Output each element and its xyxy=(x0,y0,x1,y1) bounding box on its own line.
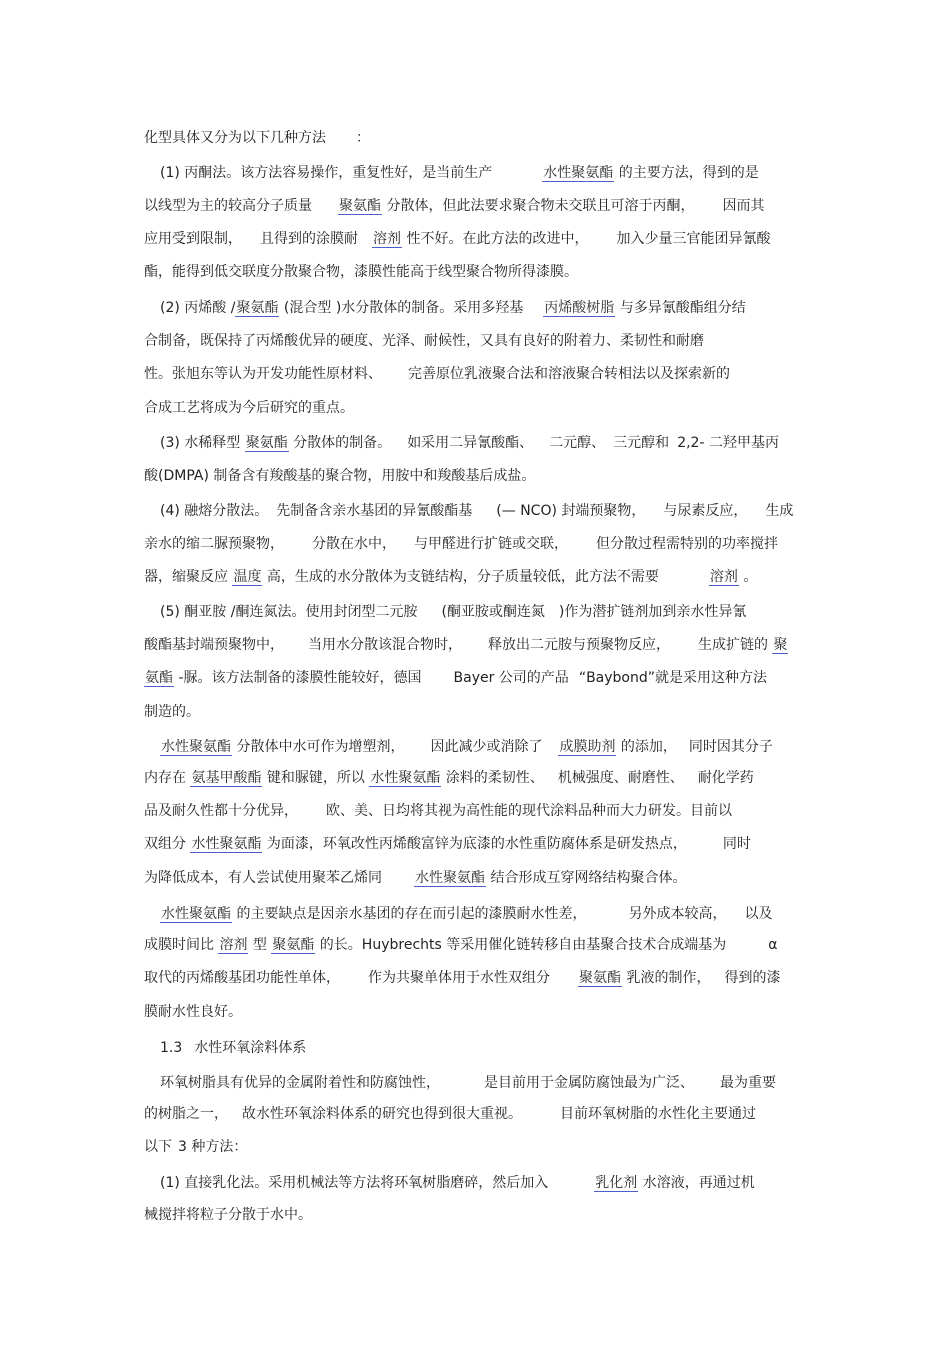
text-run: 以及 xyxy=(744,906,773,922)
text-run: (5) 酮亚胺 /酮连氮法。使用封闭型二元胺 xyxy=(160,604,418,620)
keyword-link[interactable]: 乳化剂 xyxy=(595,1175,638,1191)
text-line xyxy=(144,128,370,148)
keyword-link[interactable]: 溶剂 xyxy=(373,231,401,247)
text-line xyxy=(160,602,746,622)
text-run: 机械强度、耐磨性、 xyxy=(557,770,684,786)
text-run: 且得到的涂膜耐 xyxy=(260,231,358,247)
text-run: 完善原位乳液聚合法和溶液聚合转相法以及探索新的 xyxy=(408,366,730,382)
text-line xyxy=(144,1002,242,1022)
text-run: 取代的丙烯酸基团功能性单体， xyxy=(144,970,340,986)
text-run: 酸酯基封端预聚物中， xyxy=(144,637,284,653)
text-run: 耐化学药 xyxy=(697,770,754,786)
text-run: 因而其 xyxy=(722,198,765,214)
keyword-link[interactable]: 聚氨酯 xyxy=(236,300,279,316)
text-line xyxy=(160,737,773,757)
text-run: 膜耐水性良好。 xyxy=(144,1004,242,1020)
keyword-link[interactable]: 水性聚氨酯 xyxy=(543,165,614,181)
keyword-link[interactable]: 溶剂 xyxy=(709,569,738,585)
text-run: (4) 融熔分散法。 xyxy=(160,503,269,519)
text-run: 涂料的柔韧性、 xyxy=(441,770,544,786)
text-line xyxy=(144,868,686,888)
keyword-link[interactable]: 聚 xyxy=(773,637,788,653)
text-run: 以线型为主的较高分子质量 xyxy=(144,198,312,214)
text-run: 故水性环氧涂料体系的研究也得到很大重视。 xyxy=(242,1106,522,1122)
text-run: 以下 xyxy=(144,1139,172,1155)
text-run: 同时因其分子 xyxy=(688,739,773,755)
text-run: 应用受到限制， xyxy=(144,231,242,247)
text-run: 2,2- 二羟甲基丙 xyxy=(677,435,779,451)
text-line xyxy=(144,398,354,418)
text-line xyxy=(144,196,764,216)
text-run: “Baybond”就是采用这种方法 xyxy=(578,670,767,686)
text-run: ： xyxy=(356,130,370,146)
text-line xyxy=(144,466,535,486)
text-line xyxy=(160,298,746,318)
text-line xyxy=(144,768,754,788)
text-line xyxy=(144,968,780,988)
text-run: Bayer 公司的产品 xyxy=(453,670,569,686)
keyword-link[interactable]: 氨酯 xyxy=(145,670,173,686)
text-run: 环氧树脂具有优异的金属附着性和防腐蚀性， xyxy=(160,1075,440,1091)
text-run: 同时 xyxy=(722,836,751,852)
text-run: 生成 xyxy=(765,503,794,519)
text-run: 双组分 xyxy=(144,836,191,852)
text-run: 与甲醛进行扩链或交联， xyxy=(414,536,568,552)
text-run: (1) 直接乳化法。采用机械法等方法将环氧树脂磨碎，然后加入 xyxy=(160,1175,549,1191)
keyword-link[interactable]: 水性聚氨酯 xyxy=(370,770,441,786)
text-run: 三元醇和 xyxy=(613,435,670,451)
text-line xyxy=(160,1073,776,1093)
text-run: 生成扩链的 xyxy=(698,637,773,653)
text-run: 为面漆，环氧改性丙烯酸富锌为底漆的水性重防腐体系是研发热点， xyxy=(262,836,687,852)
text-run: (1) 丙酮法。该方法容易操作，重复性好，是当前生产 xyxy=(160,165,493,181)
text-run: (2) 丙烯酸 / xyxy=(160,300,236,316)
text-run: 最为重要 xyxy=(720,1075,776,1091)
text-run: 酸(DMPA) 制备含有羧酸基的聚合物，用胺中和羧酸基后成盐。 xyxy=(144,468,536,484)
text-run: 目前环氧树脂的水性化主要通过 xyxy=(560,1106,756,1122)
text-line xyxy=(144,834,751,854)
keyword-link[interactable]: 聚氨酯 xyxy=(272,937,315,953)
text-run: 释放出二元胺与预聚物反应， xyxy=(488,637,670,653)
text-run: 3 种方法： xyxy=(178,1139,248,1155)
keyword-link[interactable]: 聚氨酯 xyxy=(579,970,621,986)
text-line xyxy=(160,904,772,924)
text-line xyxy=(144,229,770,249)
text-run: 合成工艺将成为今后研究的重点。 xyxy=(144,400,354,416)
text-run: 高，生成的水分散体为支链结构，分子质量较低，此方法不需要 xyxy=(262,569,659,585)
text-run: 另外成本较高， xyxy=(628,906,727,922)
text-line xyxy=(160,501,793,521)
text-run: 酯，能得到低交联度分散聚合物，漆膜性能高于线型聚合物所得漆膜。 xyxy=(144,264,578,280)
text-run: 分散体的制备。 xyxy=(288,435,392,451)
text-line xyxy=(144,534,778,554)
keyword-link[interactable]: 氨基甲酸酯 xyxy=(191,770,262,786)
text-run: 内存在 xyxy=(144,770,191,786)
text-run: 的主要方法，得到的是 xyxy=(614,165,759,181)
text-run: 化型具体又分为以下几种方法 xyxy=(144,130,326,146)
text-run: 当用水分散该混合物时， xyxy=(308,637,462,653)
text-line xyxy=(160,1173,755,1193)
text-run: 。 xyxy=(738,569,758,585)
text-run: (— NCO) 封端预聚物， xyxy=(496,503,646,519)
text-line xyxy=(144,1137,247,1157)
text-run: 二元醇、 xyxy=(549,435,606,451)
text-run: 加入少量三官能团异氰酸 xyxy=(616,231,771,247)
keyword-link[interactable]: 聚氨酯 xyxy=(339,198,381,214)
keyword-link[interactable]: 水性聚氨酯 xyxy=(191,836,262,852)
keyword-link[interactable]: 温度 xyxy=(233,569,262,585)
text-run: 械搅拌将粒子分散于水中。 xyxy=(144,1207,312,1223)
text-run: 键和脲键，所以 xyxy=(262,770,370,786)
text-run: 得到的漆 xyxy=(724,970,781,986)
text-run: 分散在水中， xyxy=(312,536,396,552)
keyword-link[interactable]: 丙烯酸树脂 xyxy=(544,300,615,316)
text-run: 先制备含亲水基团的异氰酸酯基 xyxy=(276,503,473,519)
text-run: 亲水的缩二脲预聚物， xyxy=(144,536,284,552)
text-line xyxy=(144,262,578,282)
text-line xyxy=(144,1205,312,1225)
keyword-link[interactable]: 水性聚氨酯 xyxy=(161,906,231,922)
text-line xyxy=(144,935,777,955)
text-run: (混合型 )水分散体的制备。采用多羟基 xyxy=(279,300,524,316)
text-run: (酮亚胺或酮连氮 xyxy=(441,604,545,620)
text-run: 的长。Huybrechts 等采用催化链转移自由基聚合技术合成端基为 xyxy=(315,937,727,953)
text-run: 因此减少或消除了 xyxy=(430,739,543,755)
text-run: 品及耐久性都十分优异， xyxy=(144,803,298,819)
keyword-link[interactable]: 水性聚氨酯 xyxy=(415,870,485,886)
text-line xyxy=(160,433,779,453)
text-run: 制造的。 xyxy=(144,704,200,720)
text-line xyxy=(144,702,200,722)
text-run: 水溶液，再通过机 xyxy=(638,1175,755,1191)
text-line xyxy=(144,635,788,655)
text-run: 合制备，既保持了丙烯酸优异的硬度、光泽、耐候性，又具有良好的附着力、柔韧性和耐磨 xyxy=(144,333,704,349)
text-line xyxy=(144,1104,756,1124)
text-line xyxy=(144,668,767,688)
keyword-link[interactable]: 水性聚氨酯 xyxy=(161,739,231,755)
text-run: 作为共聚单体用于水性双组分 xyxy=(368,970,550,986)
text-run: 分散体中水可作为增塑剂， xyxy=(232,739,405,755)
text-run: 如采用二异氰酸酯、 xyxy=(407,435,534,451)
text-run: 的主要缺点是因亲水基团的存在而引起的漆膜耐水性差， xyxy=(232,906,587,922)
text-run: 欧、美、日均将其视为高性能的现代涂料品种而大力研发。目前以 xyxy=(326,803,732,819)
text-run: 的添加， xyxy=(616,739,677,755)
keyword-link[interactable]: 成膜助剂 xyxy=(559,739,616,755)
text-line xyxy=(160,163,759,183)
keyword-link[interactable]: 溶剂 xyxy=(219,937,248,953)
text-line xyxy=(144,364,730,384)
text-run: 分散体，但此法要求聚合物未交联且可溶于丙酮， xyxy=(382,198,695,214)
text-run: 性不好。在此方法的改进中， xyxy=(402,231,589,247)
text-run: 1.3 xyxy=(160,1040,183,1056)
text-run: 器，缩聚反应 xyxy=(144,569,233,585)
text-line xyxy=(144,331,704,351)
text-run: 性。张旭东等认为开发功能性原材料、 xyxy=(144,366,382,382)
text-run: 是目前用于金属防腐蚀最为广泛、 xyxy=(484,1075,694,1091)
text-run: 为降低成本，有人尝试使用聚苯乙烯同 xyxy=(144,870,382,886)
text-run: 成膜时间比 xyxy=(144,937,219,953)
text-run: 与尿素反应， xyxy=(663,503,748,519)
text-run: )作为潜扩链剂加到亲水性异氰 xyxy=(558,604,747,620)
text-line xyxy=(160,1038,306,1058)
text-run: (3) 水稀释型 xyxy=(160,435,245,451)
text-line xyxy=(144,801,732,821)
text-run: 的树脂之一， xyxy=(144,1106,228,1122)
text-run: 结合形成互穿网络结构聚合体。 xyxy=(486,870,687,886)
text-run: -脲。该方法制备的漆膜性能较好，德国 xyxy=(174,670,422,686)
text-run: 型 xyxy=(248,937,272,953)
keyword-link[interactable]: 聚氨酯 xyxy=(245,435,288,451)
text-run: 乳液的制作， xyxy=(622,970,711,986)
text-line xyxy=(144,567,757,587)
text-run: 但分散过程需特别的功率搅拌 xyxy=(596,536,778,552)
text-run: 水性环氧涂料体系 xyxy=(194,1040,307,1056)
text-run: α xyxy=(768,937,778,953)
text-run: 与多异氰酸酯组分结 xyxy=(615,300,746,316)
